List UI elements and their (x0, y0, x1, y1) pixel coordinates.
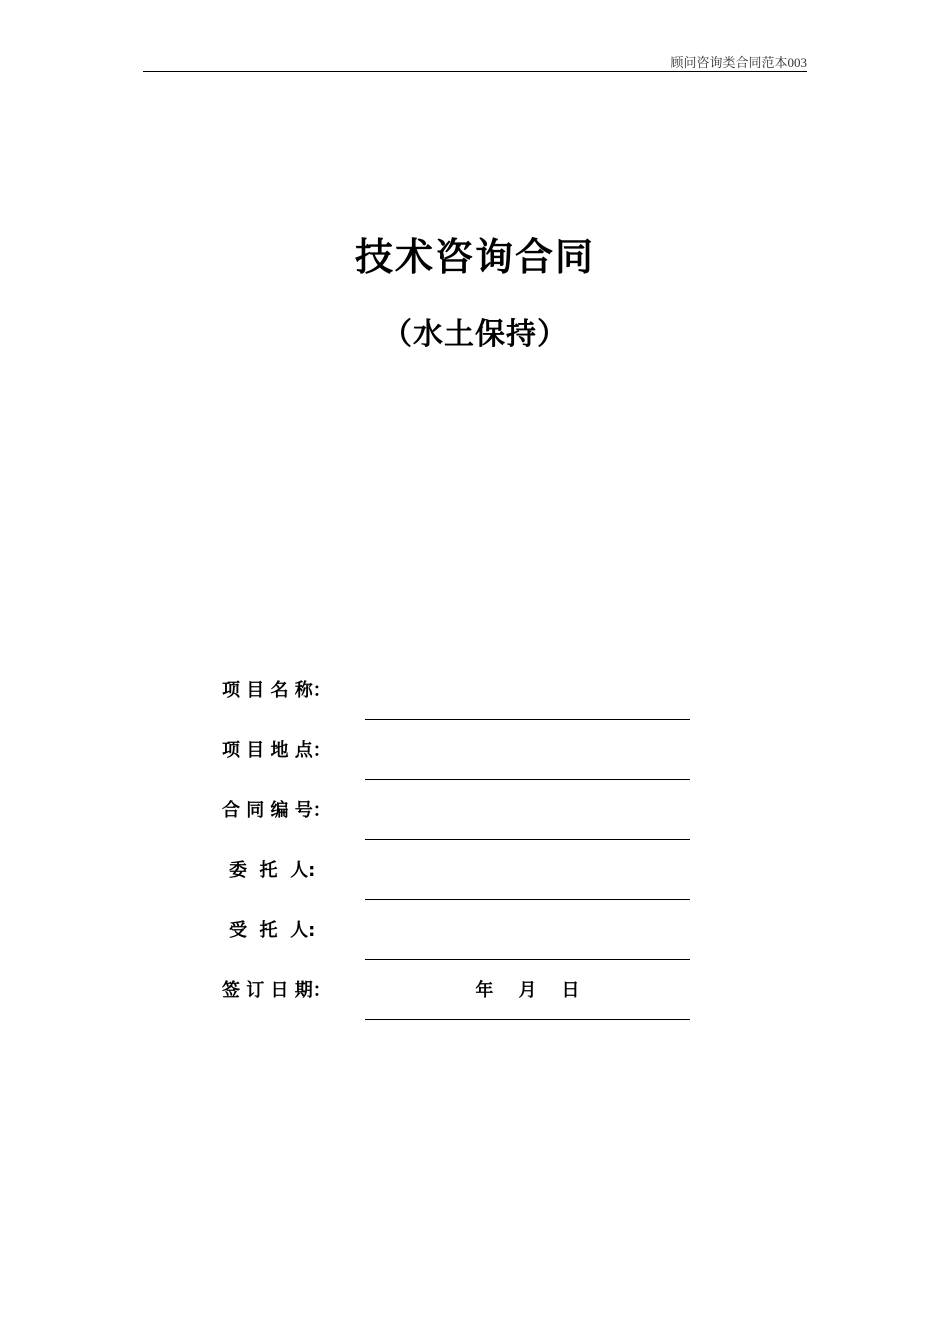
document-title: 技术咨询合同 (354, 235, 595, 279)
field-label-contractor: 受 托 人: (229, 920, 316, 941)
field-label-project-name: 项 目 名 称： (222, 680, 331, 701)
document-subtitle: （水土保持） (382, 317, 568, 352)
field-project-name (0, 676, 950, 736)
field-underline (365, 1019, 690, 1020)
field-underline (365, 959, 690, 960)
field-label-project-location: 项 目 地 点： (222, 740, 331, 761)
page-header-text: 顾问咨询类合同范本003 (670, 55, 807, 70)
field-underline (365, 779, 690, 780)
field-underline (365, 899, 690, 900)
field-underline (365, 839, 690, 840)
field-label-signing-date: 签 订 日 期： (222, 980, 331, 1001)
field-value-signing-date[interactable]: 年 月 日 (475, 980, 580, 1001)
field-underline (365, 719, 690, 720)
field-contract-number (0, 796, 950, 856)
field-label-client: 委 托 人: (229, 860, 316, 881)
header-divider (143, 71, 807, 72)
field-signing-date (0, 976, 950, 1036)
field-client (0, 856, 950, 916)
field-label-contract-number: 合 同 编 号： (222, 800, 331, 821)
field-project-location (0, 736, 950, 796)
field-contractor (0, 916, 950, 976)
